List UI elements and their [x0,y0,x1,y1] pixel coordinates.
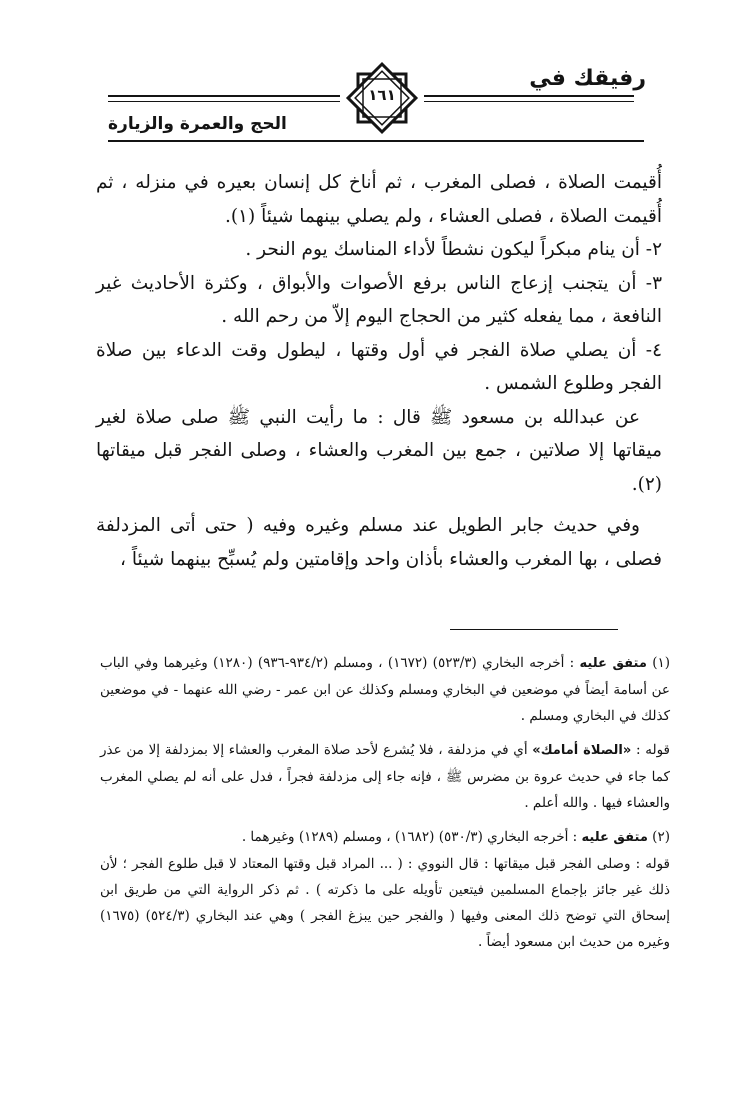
footnotes [100,650,670,955]
main-text [96,166,662,576]
footnote-separator [450,629,618,630]
note-quote: «الصلاة أمامك» [532,743,632,758]
book-subtitle: الحج والعمرة والزيارة [108,114,287,134]
header-rule-bottom [424,101,634,102]
header-rule-bottom [108,101,340,102]
footnote-2 [100,824,670,851]
paragraph: أُقيمت الصلاة ، فصلى المغرب ، ثم أناخ كل إنسان بعيره في منزله ، ثم أُقيمت الصلاة ، فصلى العشاء ، ولم يصلي بينهما شيئاً (١). [96,172,662,227]
numbered-item: ٤- أن يصلي صلاة الفجر في أول وقتها ، ليطول وقت الدعاء بين صلاة الفجر وطلوع الشمس . [96,339,662,394]
footnote-marker: (٢) [652,829,670,845]
footnote-1 [100,650,670,729]
header-rule-top [108,95,340,97]
footnote-text: : أخرجه البخاري (٥٢٣/٣) (١٦٧٢) ، ومسلم (٩٣٤/٢-٩٣٦) (١٢٨٠) وغيرهما وفي الباب عن أسامة أيضاً في موضعين في البخاري ومسلم وكذلك عن ابن عمر - رضي الله عنهما - في موضعين كذلك في البخاري ومسلم . [100,655,670,724]
note-lead: قوله : [635,742,670,758]
footnote-label: متفق عليه [579,656,647,671]
book-title: رفيقك في [529,66,646,91]
numbered-item: ٢- أن ينام مبكراً ليكون نشطاً لأداء المناسك يوم النحر . [245,239,662,260]
hadith-paragraph: وفي حديث جابر الطويل عند مسلم وغيره وفيه ( حتى أتى المزدلفة فصلى ، بها المغرب والعشاء بأذان واحد وإقامتين ولم يُسبِّح بينهما شيئاً ، [96,515,662,570]
page-number: ١٦١ [368,86,396,104]
note-text: أي في مزدلفة ، فلا يُشرع لأحد صلاة المغرب والعشاء إلا بمزدلفة إلا من عذر كما جاء في حديث عروة بن مضرس ﷺ ، فإنه جاء إلى مزدلفة فجراً ، فدل على أنه لم يصلي المغرب والعشاء فيها . والله أعلم . [100,742,670,811]
hadith-paragraph: عن عبدالله بن مسعود ﷺ قال : ما رأيت النبي ﷺ صلى صلاة لغير ميقاتها إلا صلاتين ، جمع بين المغرب والعشاء ، وصلى الفجر قبل ميقاتها (٢). [96,406,662,495]
header-rule-top [424,95,634,97]
footnote-marker: (١) [652,655,671,671]
footnote-2-note: قوله : وصلى الفجر قبل ميقاتها : قال النووي : ( ... المراد قبل وقتها المعتاد لا قبل طلوع الفجر ؛ لأن ذلك غير جائز بإجماع المسلمين فيتعين تأويله على ما ذكرته ) . ثم ذكر الرواية التي من طريق ابن إسحاق التي توضح ذلك المعنى وفيها ( والفجر حين يبزغ الفجر ) وهي عند البخاري (٥٢٤/٣) (١٦٧٥) وغيره من حديث ابن مسعود أيضاً . [100,856,671,950]
footnote-label: متفق عليه [581,830,648,845]
footnote-text: : أخرجه البخاري (٥٣٠/٣) (١٦٨٢) ، ومسلم (١٢٨٩) وغيرهما . [241,829,578,845]
numbered-item: ٣- أن يتجنب إزعاج الناس برفع الأصوات والأبواق ، وكثرة الأحاديث غير النافعة ، مما يفعله كثير من الحجاج اليوم إلاّ من رحم الله . [96,272,662,327]
subtitle-underline [108,140,644,142]
footnote-1-note [100,737,670,816]
